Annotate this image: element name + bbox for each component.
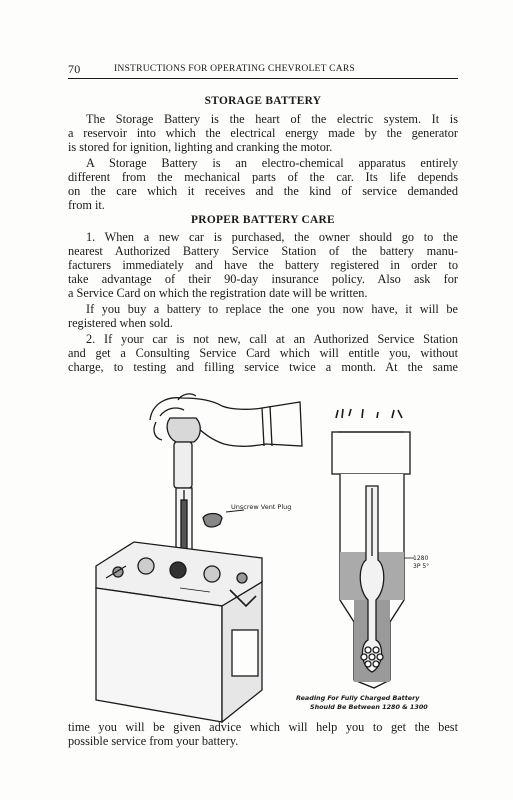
hydrometer-diagram [332, 432, 414, 688]
heading-proper-battery-care: PROPER BATTERY CARE [191, 214, 335, 226]
battery-box [96, 542, 262, 722]
heading-storage-battery: STORAGE BATTERY [204, 95, 322, 107]
body-line: time you will be given advice which will help you to get the best [68, 720, 458, 734]
body-line: charge, to testing and filling service twice a month. At the same [68, 360, 458, 374]
body-line: and get a Consulting Service Card which will entitle you, without [68, 346, 458, 360]
hydrometer-top-marks [336, 409, 402, 418]
caption-line: Reading For Fully Charged Battery [296, 694, 420, 702]
hydrometer-mark-temp: 3P 5° [413, 563, 430, 570]
body-line: If you buy a battery to replace the one you now have, it will be [86, 302, 458, 316]
page-number: 70 [68, 62, 81, 76]
body-line: facturers immediately and have the battery registered in order to [68, 258, 458, 272]
body-line: a Service Card on which the registration date will be written. [68, 286, 368, 300]
body-line: from it. [68, 198, 105, 212]
caption-line: Should Be Between 1280 & 1300 [310, 703, 428, 711]
hydrometer-mark-reading: 1280 [413, 555, 429, 562]
body-line: registered when sold. [68, 316, 173, 330]
body-line: different from the mechanical parts of the car. Its life depends [68, 170, 458, 184]
body-line: is stored for ignition, lighting and cranking the motor. [68, 140, 333, 154]
running-title: INSTRUCTIONS FOR OPERATING CHEVROLET CARS [114, 63, 355, 74]
body-line: The Storage Battery is the heart of the electric system. It is [86, 112, 458, 126]
body-line: take advantage of their 90-day insurance policy. Also ask for [68, 272, 458, 286]
body-line: nearest Authorized Battery Service Station of the battery manu- [68, 244, 458, 258]
body-line: a reservoir into which the electrical energy made by the generator [68, 126, 458, 140]
vent-plug-label: Unscrew Vent Plug [231, 503, 292, 511]
body-line: 1. When a new car is purchased, the owner should go to the [86, 230, 458, 244]
body-line: A Storage Battery is an electro-chemical apparatus entirely [86, 156, 458, 170]
body-line: on the care which it receives and the kind of service demanded [68, 184, 458, 198]
illustration-caption [296, 694, 446, 712]
hydrometer-marks [413, 555, 429, 571]
vent-plug [203, 510, 244, 527]
body-line: possible service from your battery. [68, 734, 239, 748]
body-line: 2. If your car is not new, call at an Authorized Service Station [86, 332, 458, 346]
